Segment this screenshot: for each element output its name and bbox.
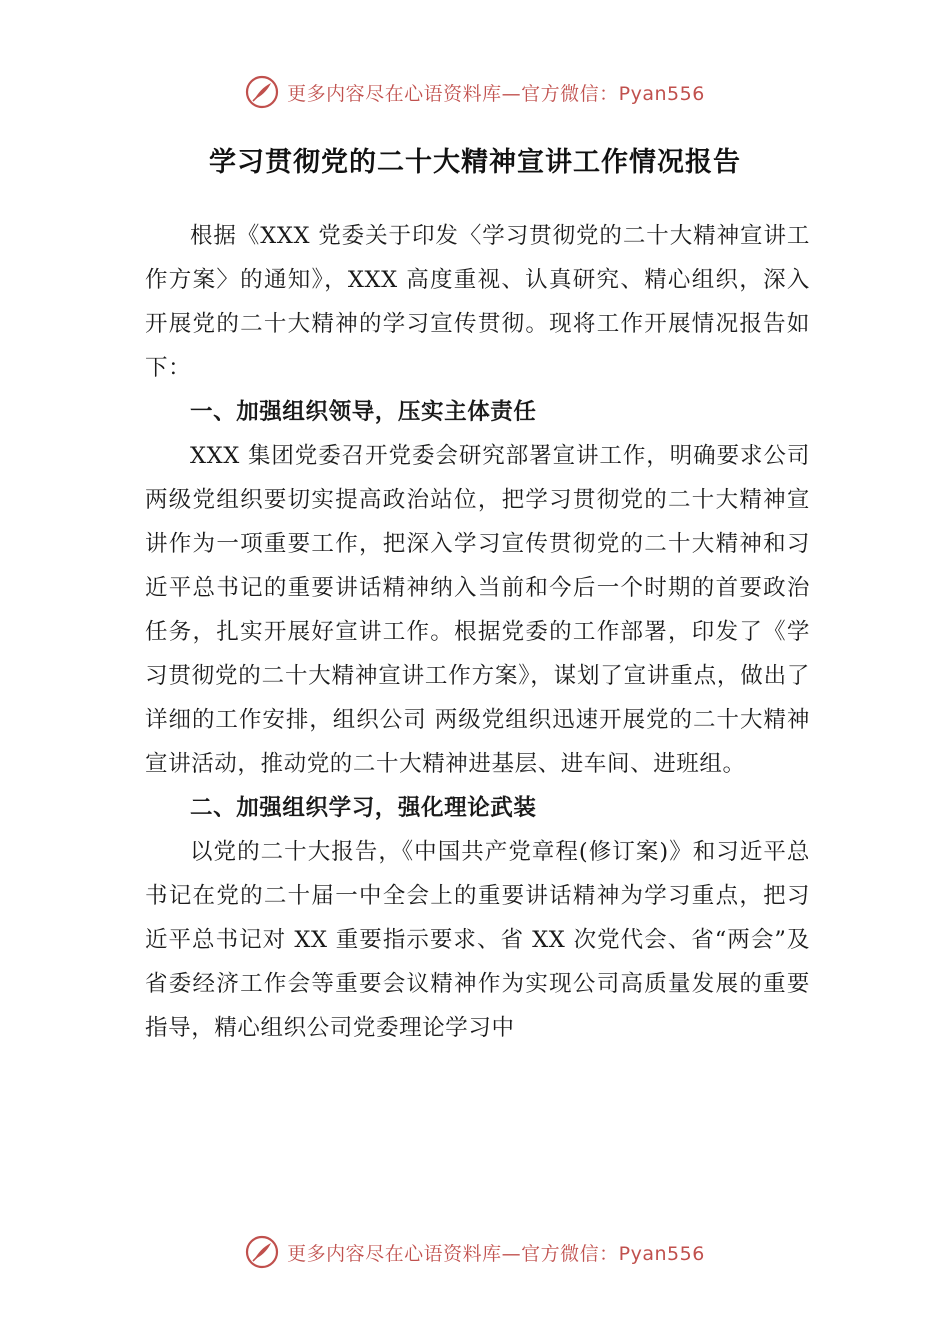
feather-pen-logo-icon	[245, 1235, 279, 1269]
section-1-heading: 一、加强组织领导，压实主体责任	[190, 399, 537, 425]
document-body	[145, 214, 810, 1050]
section-1-paragraph: XXX 集团党委召开党委会研究部署宣讲工作，明确要求公司两级党组织要切实提高政治站位，把学习贯彻党的二十大精神宣讲作为一项重要工作，把深入学习宣传贯彻党的二十大精神和习近平总书记的重要讲话精神纳入当前和今后一个时期的首要政治任务，扎实开展好宣讲工作。根据党委的工作部署，印发了《学习贯彻党的二十大精神宣讲工作方案》，谋划了宣讲重点，做出了详细的工作安排，组织公司 两级党组织迅速开展党的二十大精神宣讲活动，推动党的二十大精神进基层、进车间、进班组。	[145, 443, 810, 777]
section-2-heading: 二、加强组织学习，强化理论武装	[190, 795, 537, 821]
watermark-header	[0, 72, 950, 112]
section-2-paragraph: 以党的二十大报告，《中国共产党章程(修订案)》和习近平总书记在党的二十届一中全会上的重要讲话精神为学习重点，把习近平总书记对 XX 重要指示要求、省 XX 次党代会、省“两会”及省委经济工作会等重要会议精神作为实现公司高质量发展的重要指导，精心组织公司党委理论学习中	[145, 839, 810, 1041]
watermark-text: 更多内容尽在心语资料库—官方微信：Pyan556	[287, 1242, 705, 1265]
watermark-footer	[0, 1232, 950, 1272]
watermark-text: 更多内容尽在心语资料库—官方微信：Pyan556	[287, 82, 705, 105]
feather-pen-logo-icon	[245, 75, 279, 109]
intro-paragraph: 根据《XXX 党委关于印发〈学习贯彻党的二十大精神宣讲工作方案〉的通知》，XXX 高度重视、认真研究、精心组织，深入开展党的二十大精神的学习宣传贯彻。现将工作开展情况报告如下：	[145, 223, 810, 381]
document-title: 学习贯彻党的二十大精神宣讲工作情况报告	[209, 147, 741, 178]
